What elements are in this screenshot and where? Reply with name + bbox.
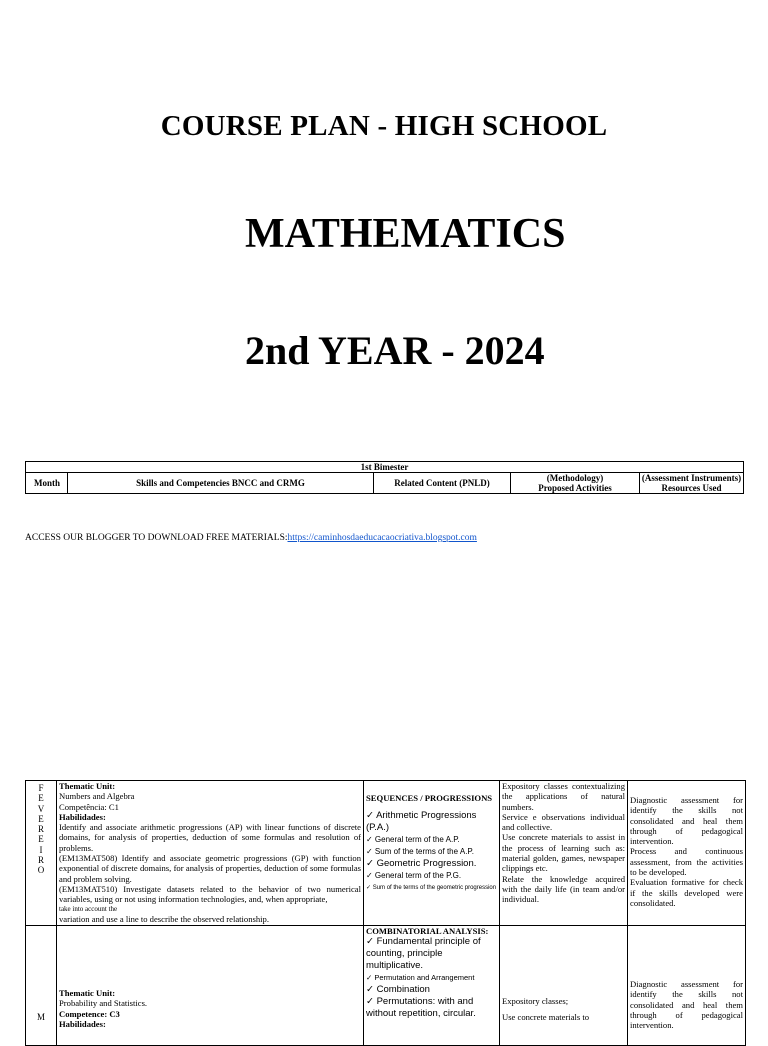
competence-text: Competência: C1 (59, 801, 119, 812)
activities-cell (500, 926, 628, 1046)
assessment-text: Evaluation formative for check if the skills developed were consolidated. (630, 877, 743, 908)
thematic-unit-label: Thematic Unit: (59, 781, 116, 791)
access-text: ACCESS OUR BLOGGER TO DOWNLOAD FREE MATERIALS: (25, 533, 288, 543)
skill-text: Identify and associate arithmetic progressions (AP) with linear functions of discrete domains, for analysis of properties, deduction of some formulas and resolution of problems. (59, 822, 361, 853)
col-skills: Skills and Competencies BNCC and CRMG (68, 473, 374, 494)
activity-text: Use concrete materials to (502, 1012, 590, 1023)
col-assessment-line2: Resources Used (661, 483, 722, 493)
assessment-text: Diagnostic assessment for identify the skills not consolidated and heal them through of pedagogical intervention. (630, 795, 743, 847)
activity-text: Expository classes; (502, 996, 569, 1006)
skill-text: (EM13MAT508) Identify and associate geometric progressions (GP) with function exponential of discrete domains, for analysis of properties, deduction of some formulas and problem solving. (59, 853, 361, 884)
blogger-link[interactable]: https://caminhosdaeducacaocriativa.blogspot.com (287, 533, 477, 543)
course-plan-title: COURSE PLAN - HIGH SCHOOL (160, 110, 608, 142)
month-letter: M (36, 1012, 45, 1022)
content-item: ✓ Fundamental principle of counting, principle multiplicative. (366, 936, 481, 972)
content-item: ✓ Combination (366, 984, 430, 996)
competence-text: Competence: C3 (59, 1008, 120, 1019)
month-letter: V (37, 803, 45, 814)
thematic-unit-label: Thematic Unit: (59, 988, 116, 998)
month-cell-february (26, 781, 57, 926)
course-plan-table (25, 780, 746, 1046)
col-methodology (511, 473, 640, 494)
col-assessment (640, 473, 744, 494)
content-cell (364, 781, 500, 926)
col-methodology-line2: Proposed Activities (538, 483, 612, 493)
activity-text: Expository classes contextualizing the applications of natural numbers. (502, 781, 625, 812)
activities-cell (500, 781, 628, 926)
thematic-unit-value: Numbers and Algebra (59, 791, 135, 802)
assessment-text: Process and continuous assessment, from the activities to be developed. (630, 846, 743, 878)
col-methodology-line1: (Methodology) (546, 473, 604, 483)
skill-text: (EM13MAT510) Investigate datasets related to the behavior of two numerical variables, using or not using information technologies, and, when appropriate, (59, 883, 361, 905)
activity-text: Use concrete materials to assist in the process of learning such as: material golden, games, newspaper clippings etc. (502, 832, 625, 874)
assessment-cell (628, 781, 746, 926)
col-assessment-line1: (Assessment Instruments) (641, 473, 742, 483)
content-item: ✓ General term of the A.P. (366, 835, 460, 845)
content-item: ✓ Permutation and Arrangement (366, 973, 475, 983)
content-heading: COMBINATORIAL ANALYSIS: (366, 926, 489, 936)
content-cell (364, 926, 500, 1046)
skills-cell (57, 926, 364, 1046)
table-row-march (26, 926, 746, 1046)
skill-text: variation and use a line to describe the observed relationship. (59, 913, 270, 924)
month-letter: O (37, 865, 45, 876)
month-letter: I (39, 844, 43, 855)
skills-cell (57, 781, 364, 926)
skill-text-small: take into account the (59, 904, 118, 913)
content-item: ✓ Geometric Progression. (366, 858, 477, 870)
month-cell-march (26, 926, 57, 1046)
col-content: Related Content (PNLD) (374, 473, 511, 494)
col-month: Month (26, 473, 68, 494)
month-letter: R (37, 855, 44, 866)
content-item: ✓ Sum of the terms of the A.P. (366, 847, 474, 857)
content-item: ✓ Sum of the terms of the geometric progression (366, 885, 497, 892)
bimester-label: 1st Bimester (26, 462, 744, 473)
skills-label: Habilidades: (59, 811, 106, 822)
activity-text: Service e observations individual and collective. (502, 811, 625, 833)
content-heading: SEQUENCES / PROGRESSIONS (366, 793, 493, 803)
month-letter: F (38, 783, 44, 793)
month-letter: R (37, 824, 44, 835)
content-item: ✓ Permutations: with and without repetition, circular. (366, 996, 476, 1020)
table-row-february (26, 781, 746, 926)
month-letter: E (38, 834, 44, 845)
assessment-cell (628, 926, 746, 1046)
month-letter: E (38, 793, 44, 804)
assessment-text: Diagnostic assessment for identify the skills not consolidated and heal them through of pedagogical intervention. (630, 979, 743, 1031)
skills-label: Habilidades: (59, 1018, 106, 1029)
access-notice (25, 533, 477, 543)
month-letter: E (38, 813, 44, 824)
activity-text: Relate the knowledge acquired with the daily life (in team and/or individual. (502, 873, 625, 905)
bimester-header-table (25, 461, 744, 494)
year-title: 2nd YEAR - 2024 (245, 328, 545, 373)
subject-title: MATHEMATICS (245, 211, 566, 257)
content-item: ✓ General term of the P.G. (366, 871, 462, 881)
thematic-unit-value: Probability and Statistics. (59, 998, 148, 1009)
content-item: ✓ Arithmetic Progressions (P.A.) (366, 810, 477, 834)
